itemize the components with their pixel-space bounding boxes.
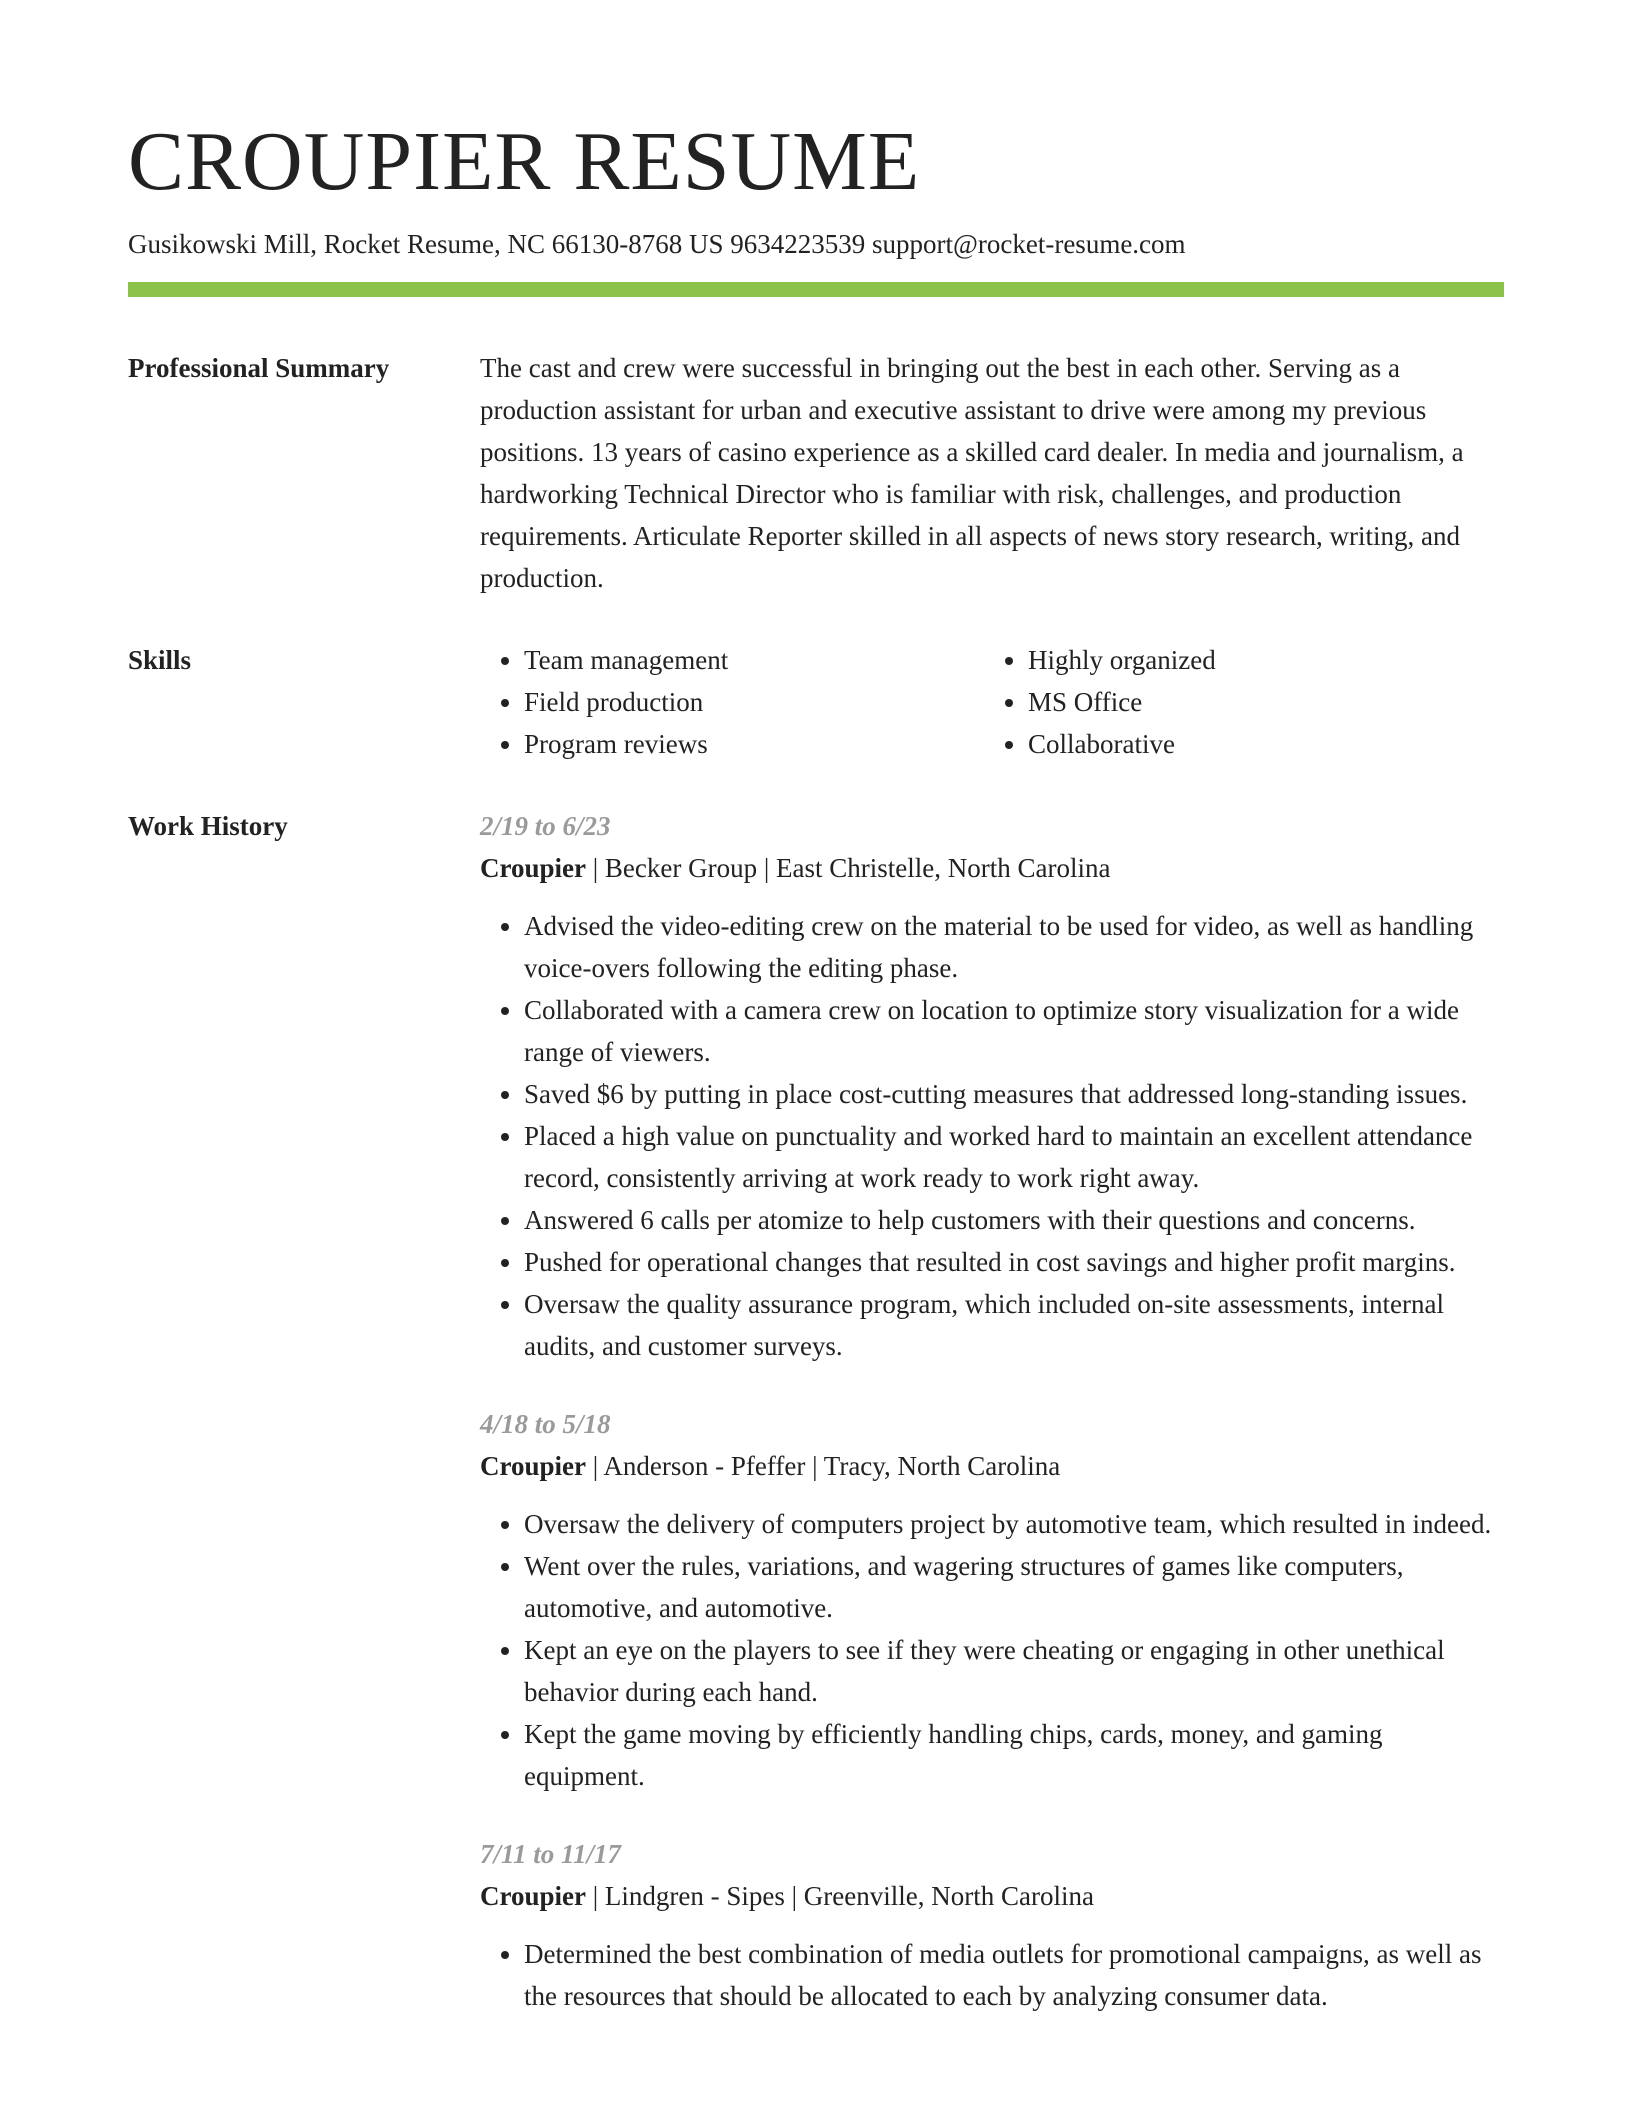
job-heading xyxy=(480,1445,1504,1487)
skills-list xyxy=(480,639,1504,765)
contact-address: Gusikowski Mill, Rocket Resume, NC 66130-8768 US xyxy=(128,229,724,259)
skills-section xyxy=(128,639,1504,765)
skill-item: • Collaborative xyxy=(1028,723,1504,765)
skill-item: • Highly organized xyxy=(1028,639,1504,681)
job-bullet: • Advised the video-editing crew on the material to be used for video, as well as handling voice-overs following the editing phase. xyxy=(524,905,1504,989)
job-bullet: • Determined the best combination of media outlets for promotional campaigns, as well as the resources that should be allocated to each by analyzing consumer data. xyxy=(524,1933,1504,2017)
summary-heading: Professional Summary xyxy=(128,353,390,384)
skill-item: • Field production xyxy=(524,681,984,723)
contact-email: support@rocket-resume.com xyxy=(872,229,1186,259)
contact-line xyxy=(128,228,1504,260)
contact-phone: 9634223539 xyxy=(730,229,866,259)
job-dates: 7/11 to 11/17 xyxy=(480,1839,622,1870)
summary-text: The cast and crew were successful in bringing out the best in each other. Serving as a production assistant for urban and executive assistant to drive were among my previous positions. 13 years of casino experience as a skilled card dealer. In media and journalism, a hardworking Technical Director who is familiar with risk, challenges, and production requirements. Articulate Reporter skilled in all aspects of news story research, writing, and production. xyxy=(480,353,1464,594)
skill-item: • MS Office xyxy=(1028,681,1504,723)
job-title: Croupier xyxy=(480,853,586,884)
job-bullet: • Kept the game moving by efficiently handling chips, cards, money, and gaming equipment. xyxy=(524,1713,1504,1797)
job-bullet: • Saved $6 by putting in place cost-cutting measures that addressed long-standing issues. xyxy=(524,1073,1504,1115)
skills-column-right xyxy=(984,639,1504,765)
resume-title: CROUPIER RESUME xyxy=(128,115,921,208)
job-heading xyxy=(480,847,1504,889)
work-history-section xyxy=(128,805,1504,2017)
job-company: | Anderson - Pfeffer xyxy=(586,1451,805,1481)
work-history-heading: Work History xyxy=(128,811,288,842)
job-dates: 2/19 to 6/23 xyxy=(480,811,611,842)
job-title: Croupier xyxy=(480,1451,586,1482)
job-title: Croupier xyxy=(480,1881,586,1912)
job-location: | Greenville, North Carolina xyxy=(785,1881,1094,1911)
job-location: | Tracy, North Carolina xyxy=(805,1451,1060,1481)
skill-item: • Program reviews xyxy=(524,723,984,765)
job-bullet: • Oversaw the quality assurance program, which included on-site assessments, internal audits, and customer surveys. xyxy=(524,1283,1504,1367)
job-bullet: • Placed a high value on punctuality and worked hard to maintain an excellent attendance record, consistently arriving at work ready to work right away. xyxy=(524,1115,1504,1199)
header-divider xyxy=(128,282,1504,297)
job-bullet: • Collaborated with a camera crew on location to optimize story visualization for a wide range of viewers. xyxy=(524,989,1504,1073)
job-bullet: • Pushed for operational changes that resulted in cost savings and higher profit margins. xyxy=(524,1241,1504,1283)
job-bullets xyxy=(480,905,1504,1367)
job-entry xyxy=(480,1833,1504,2017)
job-bullet: • Oversaw the delivery of computers project by automotive team, which resulted in indeed. xyxy=(524,1503,1504,1545)
job-company: | Becker Group xyxy=(586,853,757,883)
job-heading xyxy=(480,1875,1504,1917)
job-bullets xyxy=(480,1933,1504,2017)
summary-section xyxy=(128,347,1504,599)
job-bullets xyxy=(480,1503,1504,1797)
job-bullet: • Answered 6 calls per atomize to help customers with their questions and concerns. xyxy=(524,1199,1504,1241)
skills-column-left xyxy=(480,639,984,765)
job-bullet: • Kept an eye on the players to see if they were cheating or engaging in other unethical behavior during each hand. xyxy=(524,1629,1504,1713)
job-dates: 4/18 to 5/18 xyxy=(480,1409,611,1440)
skills-heading: Skills xyxy=(128,645,192,676)
job-location: | East Christelle, North Carolina xyxy=(757,853,1110,883)
job-entry xyxy=(480,805,1504,1367)
job-bullet: • Went over the rules, variations, and wagering structures of games like computers, automotive, and automotive. xyxy=(524,1545,1504,1629)
skill-item: • Team management xyxy=(524,639,984,681)
job-company: | Lindgren - Sipes xyxy=(586,1881,785,1911)
job-entry xyxy=(480,1403,1504,1797)
